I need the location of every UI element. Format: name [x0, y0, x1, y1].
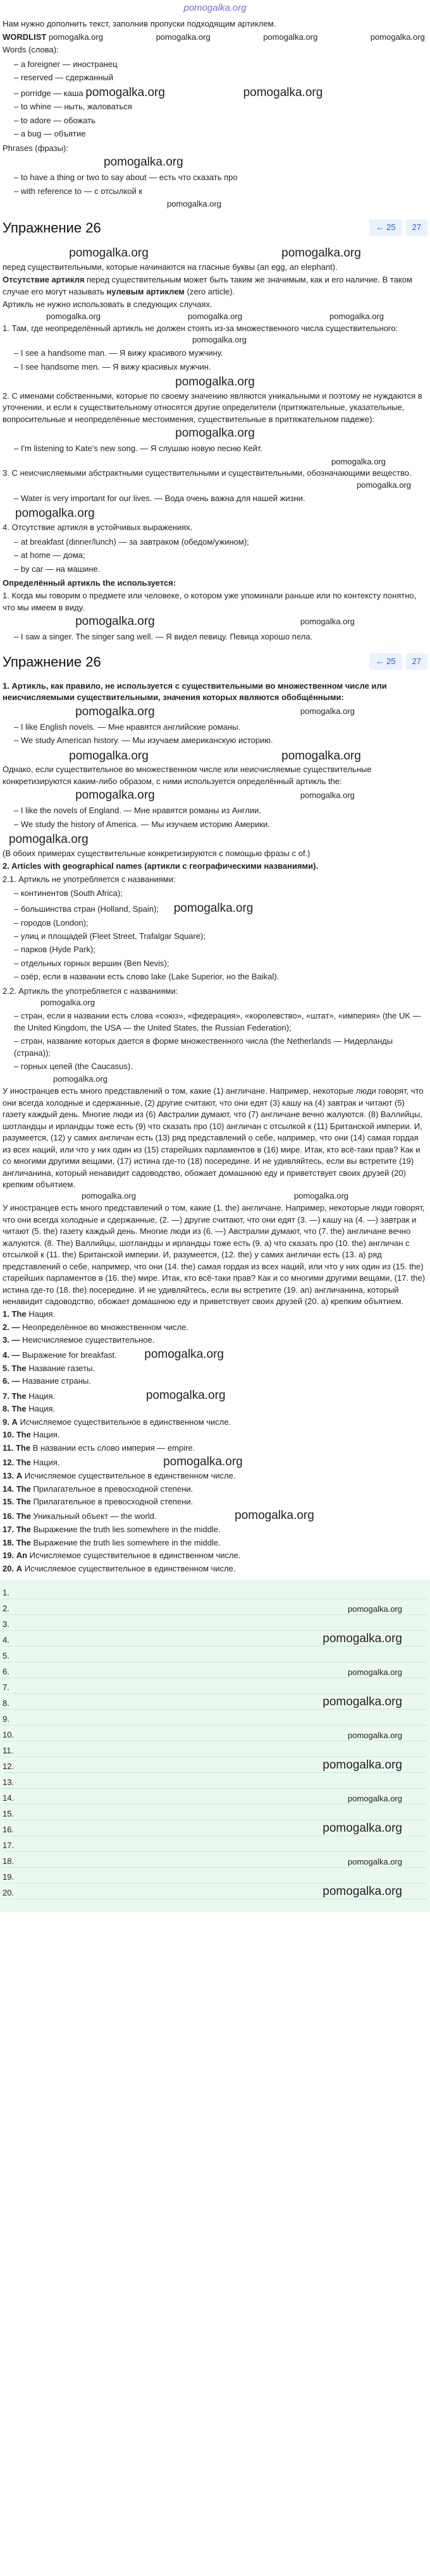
- watermark: pomogalka.org: [263, 32, 318, 42]
- theory-text: 4. Отсутствие артикля в устойчивых выражениях.: [3, 523, 193, 533]
- list-item: – We study the history of America. — Мы изучаем историю Америки.: [14, 819, 427, 830]
- watermark: pomogalka.org: [235, 1509, 314, 1523]
- watermark: pomogalka.org: [167, 198, 221, 209]
- watermark: pomogalka.org: [48, 32, 103, 42]
- list-item: – I saw a singer. The singer sang well. — Я видел певицу. Певица хорошо пела.: [14, 631, 427, 643]
- watermark-row: [3, 312, 427, 322]
- answer-row: 8. The Нация.: [3, 1404, 56, 1414]
- worksheet-line[interactable]: 19.: [3, 1868, 427, 1884]
- watermark-row: [3, 789, 427, 802]
- watermark: pomogalka.org: [348, 1857, 402, 1867]
- theory-text: Однако, если существительное во множественном числе или неисчисляемые существительные конкретизируются каким-либо образом, с ними используется определённый артикль the:: [3, 765, 372, 786]
- watermark: pomogalka.org: [85, 85, 165, 99]
- examples-list: [3, 536, 427, 575]
- worksheet-line[interactable]: 6. pomogalka.org: [3, 1662, 427, 1678]
- theory-text: 1. Артикль, как правило, не используется с существительными во множественном числе или неисчисляемыми существительными, значения которых являются обобщёнными:: [3, 680, 387, 703]
- answer-row: 15. The Прилагательное в превосходной степени.: [3, 1496, 194, 1506]
- answer-row: 10. The Нация.: [3, 1430, 60, 1440]
- list-item: – a bug — объятие: [14, 128, 427, 140]
- watermark: pomogalka.org: [348, 1794, 402, 1804]
- watermark: pomogalka.org: [175, 426, 255, 440]
- answer-row: 19. An Исчисляемое существительное в единственном числе.: [3, 1551, 241, 1561]
- wordlist-label: WORDLIST: [3, 32, 47, 42]
- answer-row: 3. — Неисчисляемое существительное.: [3, 1335, 155, 1345]
- theory-text: 1. Там, где неопределённый артикль не должен стоять из-за множественного числа существительного:: [3, 323, 398, 333]
- geo-list-2: [3, 1010, 427, 1072]
- answers-section: [0, 1309, 430, 1575]
- list-item: – I like English novels. — Мне нравятся английские романы.: [14, 722, 427, 733]
- list-item: – отдельных горных вершин (Ben Nevis);: [14, 958, 427, 969]
- theory-text: 3. С неисчисляемыми абстрактными существительными и существительными, обозначающими вещество.: [3, 468, 412, 478]
- watermark: pomogalka.org: [329, 311, 384, 321]
- list-item: – Water is very important for our lives. — Вода очень важна для нашей жизни.: [14, 493, 427, 504]
- examples-list: [3, 348, 427, 373]
- worksheet-line[interactable]: 20. pomogalka.org: [3, 1884, 427, 1899]
- watermark: pomogalka.org: [300, 616, 355, 626]
- worksheet-line[interactable]: 3.: [3, 1615, 427, 1631]
- list-item: – a foreigner — иностранец: [14, 59, 427, 70]
- task-text: Нам нужно дополнить текст, заполнив пропуски подходящим артиклем.: [3, 19, 276, 29]
- worksheet-line[interactable]: 4. pomogalka.org: [3, 1631, 427, 1647]
- list-item: – reserved — сдержанный: [14, 72, 427, 83]
- list-item: – by car — на машине.: [14, 564, 427, 575]
- theory-text: перед существительными, которые начинаются на гласные буквы (an egg, an elephant).: [3, 262, 338, 272]
- answer-row: 9. A Исчисляемое существительное в единственном числе.: [3, 1417, 231, 1427]
- list-item: – to adore — обожать: [14, 115, 427, 126]
- watermark: pomogalka.org: [281, 246, 361, 260]
- words-label: Words (слова):: [3, 45, 59, 55]
- worksheet-line[interactable]: 14. pomogalka.org: [3, 1789, 427, 1805]
- worksheet-line[interactable]: 8. pomogalka.org: [3, 1694, 427, 1710]
- exercise-header: [0, 213, 430, 243]
- list-item: – I like the novels of England. — Мне нравятся романы из Англии.: [14, 805, 427, 816]
- watermark: pomogalka.org: [69, 749, 149, 763]
- watermark: pomogalka.org: [173, 901, 254, 915]
- theory-text: Артикль не нужно использовать в следующих случаях.: [3, 299, 212, 310]
- theory-text: 1. Когда мы говорим о предмете или человеке, о котором уже упоминали раньше или по контексту понятно, что мы имеем в виду.: [3, 591, 417, 612]
- watermark: pomogalka.org: [104, 155, 183, 169]
- watermark: pomogalka.org: [322, 1758, 402, 1772]
- watermark: pomogalka.org: [69, 246, 149, 260]
- examples-list: [3, 631, 427, 643]
- watermark: pomogalka.org: [322, 1695, 402, 1709]
- prev-exercise-button[interactable]: ← 25: [369, 653, 402, 670]
- arrow-left-icon: ←: [376, 222, 384, 233]
- answer-row: 17. The Выражение the truth lies somewhere in the middle.: [3, 1525, 221, 1535]
- list-item: – улиц и площадей (Fleet Street, Trafalgar Square);: [14, 931, 427, 942]
- watermark: pomogalka.org: [357, 480, 411, 490]
- theory-text: (В обоих примерах существительные конкретизируются с помощью фразы с of.): [3, 848, 310, 858]
- watermark: pomogalka.org: [75, 789, 155, 802]
- prev-exercise-button[interactable]: ← 25: [369, 219, 402, 236]
- next-exercise-button[interactable]: 27: [406, 219, 427, 236]
- watermark: pomogalka.org: [331, 456, 386, 466]
- answer-row: 4. — Выражение for breakfast. pomogalka.org: [3, 1347, 224, 1361]
- answer-row: 14. The Прилагательное в превосходной степени.: [3, 1484, 194, 1494]
- watermark: pomogalka.org: [175, 375, 255, 389]
- list-item: – I see handsome men. — Я вижу красивых мужчин.: [14, 361, 427, 373]
- list-item: – большинства стран (Holland, Spain); pomogalka.org: [14, 902, 427, 916]
- watermark: pomogalka.org: [188, 311, 242, 321]
- answer-row: 16. The Уникальный объект — the world. pomogalka.org: [3, 1509, 314, 1523]
- watermark: pomogalka.org: [243, 85, 323, 99]
- worksheet-line[interactable]: 18. pomogalka.org: [3, 1852, 427, 1868]
- watermark: pomogalka.org: [322, 1822, 402, 1835]
- list-item: – porridge — каша pomogalka.org pomogalka.org: [14, 86, 427, 100]
- list-item: – We study American history. — Мы изучаем американскую историю.: [14, 735, 427, 746]
- list-item: – горных цепей (the Caucasus).: [14, 1061, 427, 1072]
- watermark: pomogalka.org: [348, 1667, 402, 1678]
- next-exercise-button[interactable]: 27: [406, 653, 427, 670]
- worksheet-line[interactable]: 16. pomogalka.org: [3, 1820, 427, 1836]
- list-item: – at breakfast (dinner/lunch) — за завтраком (обедом/ужином);: [14, 536, 427, 548]
- watermark: pomogalka.org: [300, 790, 355, 800]
- answer-row: 13. A Исчисляемое существительное в единственном числе.: [3, 1471, 236, 1481]
- worksheet-line[interactable]: 17.: [3, 1836, 427, 1852]
- theory-text: Определённый артикль the используется:: [3, 577, 176, 588]
- list-item: – парков (Hyde Park);: [14, 944, 427, 955]
- answer-row: 11. The В названии есть слово империя — empire.: [3, 1442, 195, 1453]
- exercise-title: Упражнение 26: [3, 219, 101, 236]
- intro-section: [0, 18, 430, 209]
- answer-row: 2. — Неопределённое во множественном числе.: [3, 1322, 189, 1332]
- examples-list: [3, 722, 427, 747]
- watermark: pomogalka.org: [370, 32, 425, 42]
- watermark-row: [3, 246, 427, 260]
- list-item: – городов (London);: [14, 917, 427, 929]
- answer-row: 7. The Нация. pomogalka.org: [3, 1388, 226, 1402]
- list-item: – to whine — ныть, жаловаться: [14, 101, 427, 112]
- list-item: – стран, название которых дается в форме множественного числа (the Netherlands — Нидерланды (страна));: [14, 1036, 427, 1059]
- exercise-nav: [369, 219, 427, 236]
- watermark: pomogalka.org: [322, 1632, 402, 1646]
- answer-row: 12. The Нация. pomogalka.org: [3, 1455, 243, 1469]
- worksheet-line[interactable]: 12. pomogalka.org: [3, 1757, 427, 1773]
- answer-row: 5. The Название газеты.: [3, 1363, 95, 1373]
- watermark-row: [3, 1192, 427, 1201]
- watermark: pomogalka.org: [348, 1604, 402, 1614]
- geo-list-1: [3, 888, 427, 983]
- watermark-row: [3, 375, 427, 389]
- theory-text: 2.2. Артикль the употребляется с названиями:: [3, 986, 178, 996]
- filled-text: У иностранцев есть много представлений о том, какие (1. the) англичане. Например, некоторые люди говорят, что они всегда холодные и сдержанные, (2. —) другие считают, что они едят (3. —) кашу на (4. —) завтрак и читают (5. the) газету каждый день. Многие люди из (6. —) Австралии думают, что (7. the) англичане вечно жалуются. (8. The) Валлийцы, шотландцы и ирландцы тоже есть (9. a) что сказать про (10. the) англичан с отсылкой к (11. the) Британской империи. И, разумеется, (12. the) у самих англичан есть (13. a) ряд представлений о себе, например, что они (14. the) самая гордая из всех наций, или что у них один из (15. the) старейших парламентов в (16. the) мире. Итак, кто всё-таки прав? Как и со многими другими вещами, (17. the) истина где-то (18. the) посередине. И не удивляйтесь, если вы встретите (19. an) англичанина, который ненавидит садоводство, обожает домашнюю еду и приветствует своих друзей (20. a) крепким объятием.: [3, 1203, 426, 1307]
- watermark-row: [3, 705, 427, 719]
- watermark: pomogalka.org: [40, 998, 95, 1008]
- worksheet-line[interactable]: 11.: [3, 1741, 427, 1757]
- watermark: pomogalka.org: [192, 335, 247, 345]
- worksheet-line[interactable]: 15.: [3, 1805, 427, 1820]
- list-item: – to have a thing or two to say about — есть что сказать про: [14, 172, 427, 183]
- theory-text: Отсутствие артикля перед существительным может быть таким же значимым, как и его наличие. В таком случае его могут называть нулевым артиклем (zero article).: [3, 275, 412, 296]
- gap-text: У иностранцев есть много представлений о том, какие (1) англичане. Например, некоторые люди говорят, что они всегда холодные и сдержанные, (2) другие считают, что они едят (3) кашу на (4) завтрак и читают (5) газету каждый день. Многие люди из (6) Австралии думают, что (7) англичане вечно жалуются. (8) Валлийцы, шотландцы и ирландцы тоже есть (9) что сказать про (10) англичан с отсылкой к (11) Британской империи. И, разумеется, (12) у самих англичан есть (13) ряд представлений о себе, например, что они (14) самая гордая из всех наций, или что у них один из (15) старейших парламентов в (16) мире. Итак, кто всё-таки прав? Как и со многими другими вещами, (17) истина где-то (18) посередине. И не удивляйтесь, если вы встретите (19) англичанина, который ненавидит садоводство, обожает домашнюю еду и приветствует своих друзей (20) крепким объятием.: [3, 1086, 424, 1189]
- watermark: pomogalka.org: [46, 311, 101, 321]
- list-item: – стран, если в названии есть слова «союз», «федерация», «королевство», «штат», «империя» (the UK — the United Kingdom, the USA — the United States, the Russian Federation);: [14, 1010, 427, 1034]
- watermark: pomogalka.org: [322, 1885, 402, 1899]
- watermark: pomogalka.org: [145, 1388, 226, 1402]
- worksheet-line[interactable]: 9.: [3, 1710, 427, 1726]
- watermark-row: [3, 749, 427, 763]
- theory-section-1: [0, 246, 430, 643]
- list-item: – with reference to — с отсылкой к: [14, 186, 427, 197]
- answer-row: 1. The Нация.: [3, 1309, 56, 1319]
- exercise-nav: [369, 653, 427, 670]
- watermark: pomogalka.org: [294, 1191, 348, 1201]
- examples-list: [3, 805, 427, 830]
- watermark: pomogalka.org: [9, 833, 89, 847]
- theory-text: 2. Articles with geographical names (артикли с географическими названиями).: [3, 861, 319, 871]
- list-item: – континентов (South Africa);: [14, 888, 427, 899]
- list-item: – at home — дома;: [14, 550, 427, 561]
- answer-row: 6. — Название страны.: [3, 1376, 91, 1386]
- phrases-label: Phrases (фразы):: [3, 143, 68, 153]
- worksheet-line[interactable]: 10. pomogalka.org: [3, 1726, 427, 1741]
- worksheet-line[interactable]: 5.: [3, 1647, 427, 1662]
- watermark: pomogalka.org: [15, 507, 95, 521]
- watermark: pomogalka.org: [281, 749, 361, 763]
- theory-text: 2.1. Артикль не употребляется с названиями:: [3, 874, 176, 884]
- worksheet-line[interactable]: 2. pomogalka.org: [3, 1599, 427, 1615]
- watermark-row: [3, 615, 427, 629]
- watermark: pomogalka.org: [156, 32, 211, 42]
- list-item: – I'm listening to Kate's new song. — Я слушаю новую песню Кейт.: [14, 443, 427, 454]
- theory-text: 2. С именами собственными, которые по своему значению являются уникальными и поэтому не нуждаются в уточнении, и если к существительному относятся другие определители (притяжательные, указательные, вопросительные и неопределённые местоимения, существительные в притяжательном падеже):: [3, 390, 422, 424]
- watermark: pomogalka.org: [75, 615, 155, 629]
- watermark: pomogalka.org: [75, 704, 155, 718]
- wordlist-row: [3, 32, 427, 43]
- watermark-row: [3, 426, 427, 440]
- worksheet-line[interactable]: 7.: [3, 1678, 427, 1694]
- examples-list: [3, 493, 427, 504]
- words-list: [3, 59, 427, 140]
- list-item: – озёр, если в названии есть слово lake (Lake Superior, но the Baikal).: [14, 971, 427, 983]
- answer-row: 18. The Выражение the truth lies somewhere in the middle.: [3, 1537, 221, 1547]
- site-logo[interactable]: pomogalka.org: [183, 3, 247, 13]
- arrow-left-icon: ←: [376, 656, 384, 667]
- worksheet-line[interactable]: 1.: [3, 1583, 427, 1599]
- answer-row: 20. A Исчисляемое существительное в единственном числе.: [3, 1563, 236, 1573]
- theory-section-2: [0, 680, 430, 1308]
- watermark: pomogalka.org: [163, 1455, 243, 1469]
- exercise-header: [0, 647, 430, 677]
- answer-worksheet: [0, 1580, 430, 1912]
- watermark: pomogalka.org: [300, 706, 355, 717]
- list-item: – I see a handsome man. — Я вижу красивого мужчину.: [14, 348, 427, 359]
- watermark: pomogalka.org: [53, 1074, 108, 1084]
- examples-list: [3, 443, 427, 454]
- watermark: pomogalka.org: [82, 1191, 136, 1201]
- worksheet-line[interactable]: 13.: [3, 1773, 427, 1789]
- exercise-title: Упражнение 26: [3, 653, 101, 670]
- watermark: pomogalka.org: [348, 1731, 402, 1741]
- watermark: pomogalka.org: [144, 1347, 224, 1361]
- phrases-list: [3, 172, 427, 197]
